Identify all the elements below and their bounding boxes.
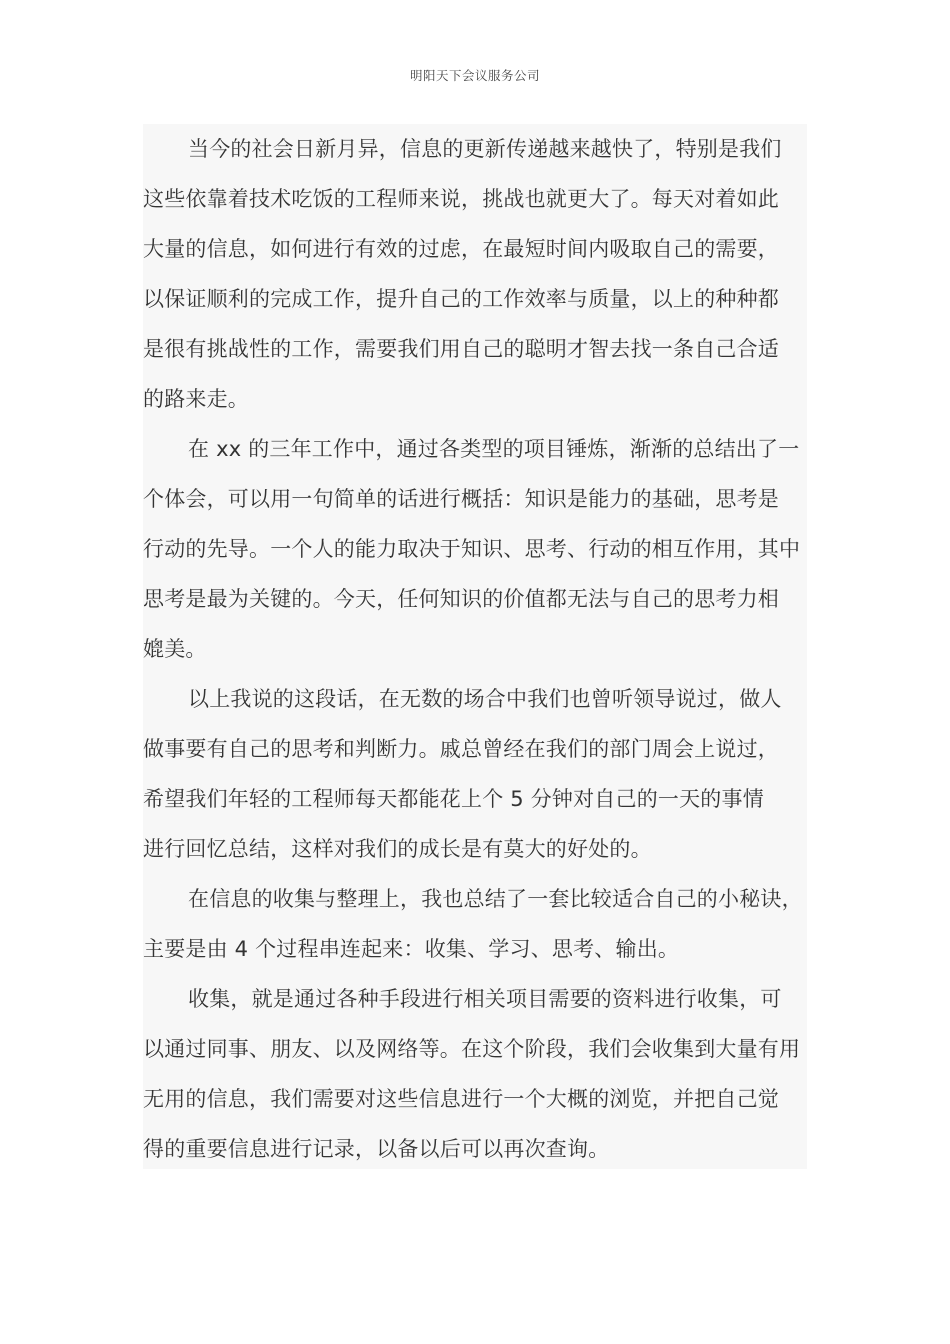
text-line: 这些依靠着技术吃饭的工程师来说，挑战也就更大了。每天对着如此 [143,187,779,211]
text-line: 当今的社会日新月异，信息的更新传递越来越快了，特别是我们 [188,137,782,161]
paragraph-2 [143,424,807,674]
text-line: 以上我说的这段话，在无数的场合中我们也曾听领导说过，做人 [188,687,782,711]
text-line: 得的重要信息进行记录，以备以后可以再次查询。 [143,1137,610,1161]
text-line: 收集，就是通过各种手段进行相关项目需要的资料进行收集，可 [188,987,782,1011]
paragraph-1 [143,124,807,424]
text-line: 在 xx 的三年工作中，通过各类型的项目锤炼，渐渐的总结出了一 [188,437,800,461]
text-line: 无用的信息，我们需要对这些信息进行一个大概的浏览，并把自己觉 [143,1087,779,1111]
text-line: 进行回忆总结，这样对我们的成长是有莫大的好处的。 [143,837,652,861]
paragraph-4 [143,874,807,974]
text-line: 思考是最为关键的。今天，任何知识的价值都无法与自己的思考力相 [143,587,779,611]
text-line: 做事要有自己的思考和判断力。戚总曾经在我们的部门周会上说过， [143,737,779,761]
text-line: 的路来走。 [143,387,249,411]
text-line: 行动的先导。一个人的能力取决于知识、思考、行动的相互作用，其中 [143,537,801,561]
page-header: 明阳天下会议服务公司 [409,68,540,83]
text-line: 媲美。 [143,637,207,661]
paragraph-3 [143,674,807,874]
paragraph-5 [143,974,807,1174]
text-line: 大量的信息，如何进行有效的过虑，在最短时间内吸取自己的需要， [143,237,779,261]
text-line: 是很有挑战性的工作，需要我们用自己的聪明才智去找一条自己合适 [143,337,779,361]
document-body [143,124,807,1169]
text-line: 主要是由 4 个过程串连起来：收集、学习、思考、输出。 [143,937,680,961]
text-line: 以保证顺利的完成工作，提升自己的工作效率与质量，以上的种种都 [143,287,779,311]
text-line: 个体会，可以用一句简单的话进行概括：知识是能力的基础，思考是 [143,487,779,511]
text-line: 以通过同事、朋友、以及网络等。在这个阶段，我们会收集到大量有用 [143,1037,801,1061]
text-line: 希望我们年轻的工程师每天都能花上个 5 分钟对自己的一天的事情 [143,787,764,811]
text-line: 在信息的收集与整理上，我也总结了一套比较适合自己的小秘诀， [188,887,803,911]
